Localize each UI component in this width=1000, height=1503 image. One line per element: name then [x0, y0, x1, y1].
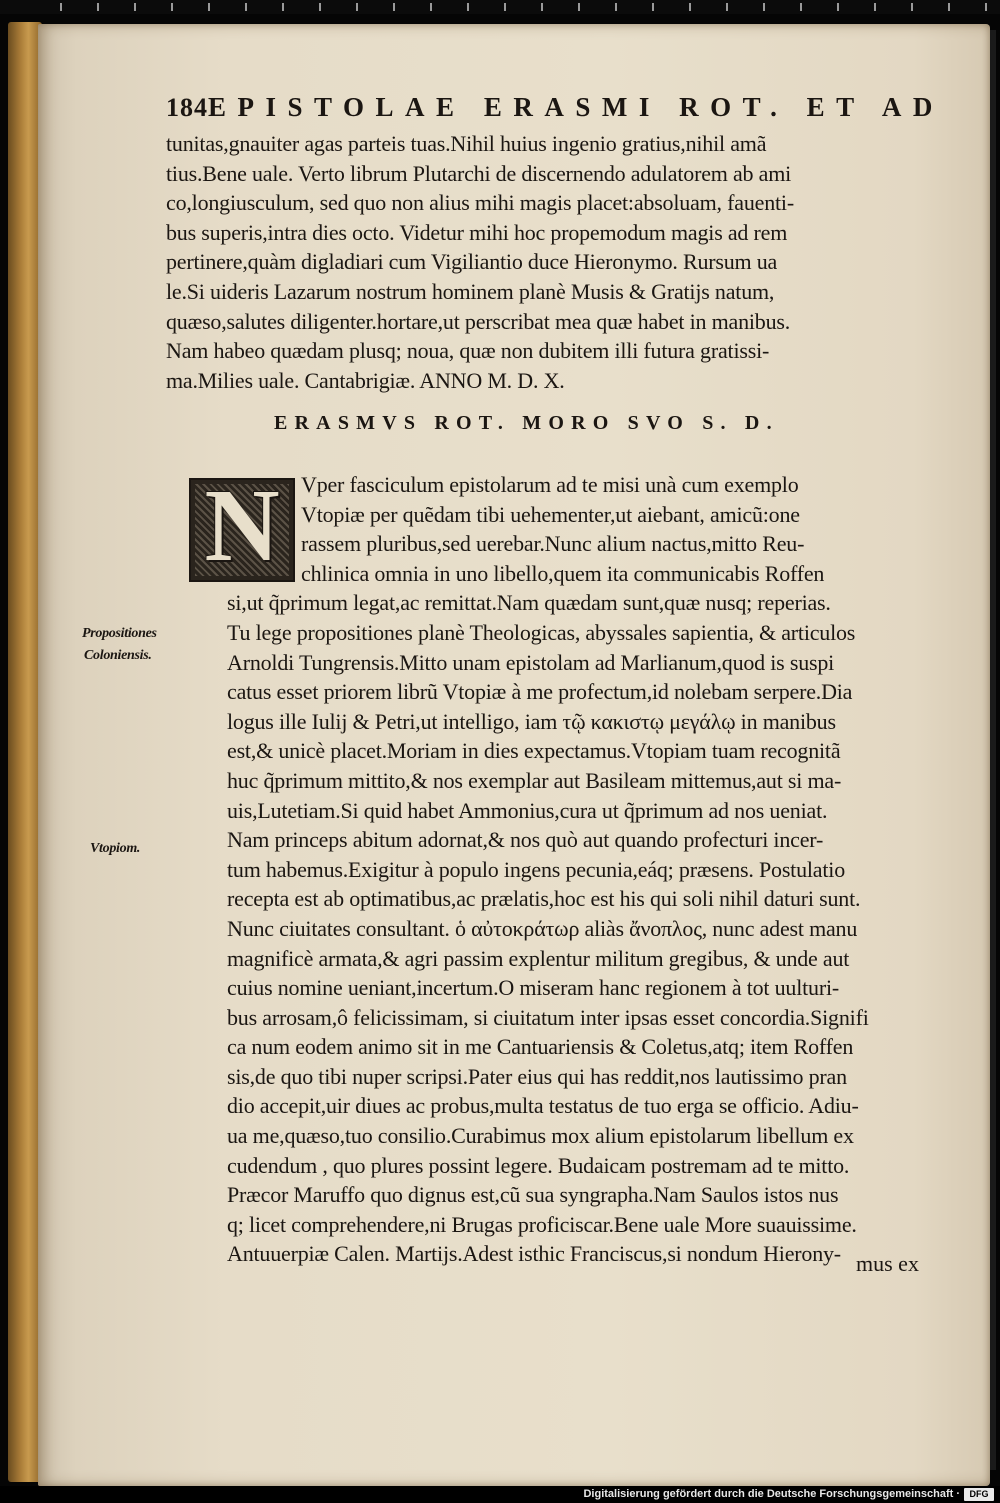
scanner-tick: [319, 3, 321, 11]
scanner-tick: [985, 3, 987, 11]
scanner-tick: [282, 3, 284, 11]
letter-line: ca num eodem animo sit in me Cantuariensis & Coletus,atq; item Roffen: [227, 1034, 854, 1060]
scanner-tick: [504, 3, 506, 11]
text-line: Nam habeo quædam plusq; noua, quæ non dubitem illi futura gratissi-: [166, 338, 770, 364]
scanner-tick: [97, 3, 99, 11]
scanner-tick: [800, 3, 802, 11]
letter-line: Nunc ciuitates consultant. ὁ αὐτοκράτωρ aliàs ἄνοπλος, nunc adest manu: [227, 915, 858, 941]
letter-line: logus ille Iulij & Petri,ut intelligo, iam τῷ κακιστῳ μεγάλῳ in manibus: [227, 708, 836, 734]
scanner-tick: [763, 3, 765, 11]
scanner-tick: [245, 3, 247, 11]
letter-line: uis,Lutetiam.Si quid habet Ammonius,cura ut q̃primum ad nos ueniat.: [227, 797, 828, 823]
letter-line: Vper fasciculum epistolarum ad te misi unà cum exemplo: [301, 472, 799, 497]
scanner-tick: [208, 3, 210, 11]
letter-body: [185, 470, 935, 1269]
dfg-logo: DFG: [964, 1488, 994, 1501]
letter-line: si,ut q̃primum legat,ac remittat.Nam quædam sunt,quæ nusq; reperias.: [227, 590, 831, 616]
letter-line: cudendum , quo plures possint legere. Budaicam postremam ad te mitto.: [227, 1152, 850, 1178]
running-head: EPISTOLAE ERASMI ROT. ET AD: [208, 92, 944, 122]
scanner-tick: [356, 3, 358, 11]
marginal-note-vtopiam: Vtopiom.: [90, 841, 141, 856]
text-line: le.Si uideris Lazarum nostrum hominem planè Musis & Gratijs natum,: [166, 278, 775, 304]
marginal-note-coloniensis: Coloniensis.: [84, 648, 152, 663]
text-line: ma.Milies uale. Cantabrigiæ. ANNO M. D. X.: [166, 367, 565, 393]
text-line: bus superis,intra dies octo. Videtur mihi hoc propemodum magis ad rem: [166, 219, 788, 245]
initial-letter: N: [204, 478, 280, 582]
text-line: co,longiusculum, sed quo non alius mihi magis placet:absoluam, fauenti-: [166, 190, 794, 216]
folio-number: 184: [166, 93, 208, 122]
text-line: tunitas,gnauiter agas parteis tuas.Nihil huius ingenio gratius,nihil amã: [166, 131, 767, 156]
letter-line: Præcor Maruffo quo dignus est,cũ sua syngrapha.Nam Saulos istos nus: [227, 1182, 839, 1208]
scanner-tick: [652, 3, 654, 11]
scanner-tick: [430, 3, 432, 11]
scanner-tick: [948, 3, 950, 11]
letter-line: recepta est ab optimatibus,ac prælatis,hoc est his qui soli nihil daturi sunt.: [227, 886, 861, 912]
page-header: [166, 92, 944, 132]
text-line: pertinere,quàm digladiari cum Vigiliantio duce Hieronymo. Rursum ua: [166, 249, 778, 275]
scanner-tick: [171, 3, 173, 11]
text-block: [166, 129, 926, 395]
letter-line: rassem pluribus,sed uerebar.Nunc alium nactus,mitto Reu-: [301, 531, 805, 557]
letter-line: Antuuerpiæ Calen. Martijs.Adest isthic Franciscus,si nondum Hierony-: [227, 1241, 841, 1267]
scanner-tick: [911, 3, 913, 11]
scanner-tick: [689, 3, 691, 11]
letter-line: Tu lege propositiones planè Theologicas, abyssales sapientia, & articulos: [227, 619, 856, 645]
section-heading: ERASMVS ROT. MORO SVO S. D.: [274, 412, 779, 434]
letter-line: Nam princeps abitum adornat,& nos quò aut quando profecturi incer-: [227, 827, 824, 853]
letter-line: bus arrosam,ô felicissimam, si ciuitatum inter ipsas esset concordia.Signifi: [227, 1004, 869, 1030]
marginal-note-propositiones: Propositiones: [82, 626, 157, 641]
text-line: quæso,salutes diligenter.hortare,ut perscribat mea quæ habet in manibus.: [166, 308, 791, 334]
scanner-tick: [837, 3, 839, 11]
scanner-tick: [578, 3, 580, 11]
scanner-target-strip: [0, 0, 1000, 14]
letter-line: dio accepit,uir diues ac probus,multa testatus de tuo erga se officio. Adiu-: [227, 1093, 859, 1119]
scanner-tick: [541, 3, 543, 11]
scanner-tick: [60, 3, 62, 11]
letter-line: q; licet comprehendere,ni Brugas proficiscar.Bene uale More suauissime.: [227, 1211, 857, 1237]
book-edge-right: [990, 30, 996, 1470]
letter-line: cuius nomine ueniant,incertum.O miseram hanc regionem à tot uulturi-: [227, 975, 840, 1001]
letter-line: sis,de quo tibi nuper scripsi.Pater eius qui has reddit,nos lautissimo pran: [227, 1063, 847, 1089]
scanner-tick: [393, 3, 395, 11]
letter-line: tum habemus.Exigitur à populo ingens pecunia,eáq; præsens. Postulatio: [227, 856, 845, 882]
scanner-tick: [134, 3, 136, 11]
catchword: mus ex: [856, 1251, 919, 1276]
footer-credit: Digitalisierung gefördert durch die Deutsche Forschungsgemeinschaft ·: [583, 1488, 960, 1500]
letter-line: chlinica omnia in uno libello,quem ita communicabis Roffen: [301, 560, 825, 586]
scanner-tick: [874, 3, 876, 11]
scanner-tick: [467, 3, 469, 11]
scanner-tick: [726, 3, 728, 11]
book-edge: [8, 22, 42, 1482]
letter-line: ua me,quæso,tuo consilio.Curabimus mox alium epistolarum libellum ex: [227, 1123, 854, 1149]
text-line: tius.Bene uale. Verto librum Plutarchi de discernendo adulatorem ab ami: [166, 160, 792, 186]
scanner-tick: [615, 3, 617, 11]
letter-line: magnificè armata,& agri passim explentur militum gregibus, & unde aut: [227, 945, 850, 971]
letter-line: Arnoldi Tungrensis.Mitto unam epistolam ad Marlianum,quod is suspi: [227, 649, 835, 675]
letter-line: Vtopiæ per quẽdam tibi uehementer,ut aiebant, amicũ:one: [301, 501, 800, 527]
letter-line: est,& unicè placet.Moriam in dies expectamus.Vtopiam tuam recognitã: [227, 738, 841, 764]
letter-line: huc q̃primum mittito,& nos exemplar aut Basileam mittemus,aut si ma-: [227, 767, 842, 793]
letter-line: catus esset priorem librũ Vtopiæ à me profectum,id nolebam serpere.Dia: [227, 679, 853, 705]
